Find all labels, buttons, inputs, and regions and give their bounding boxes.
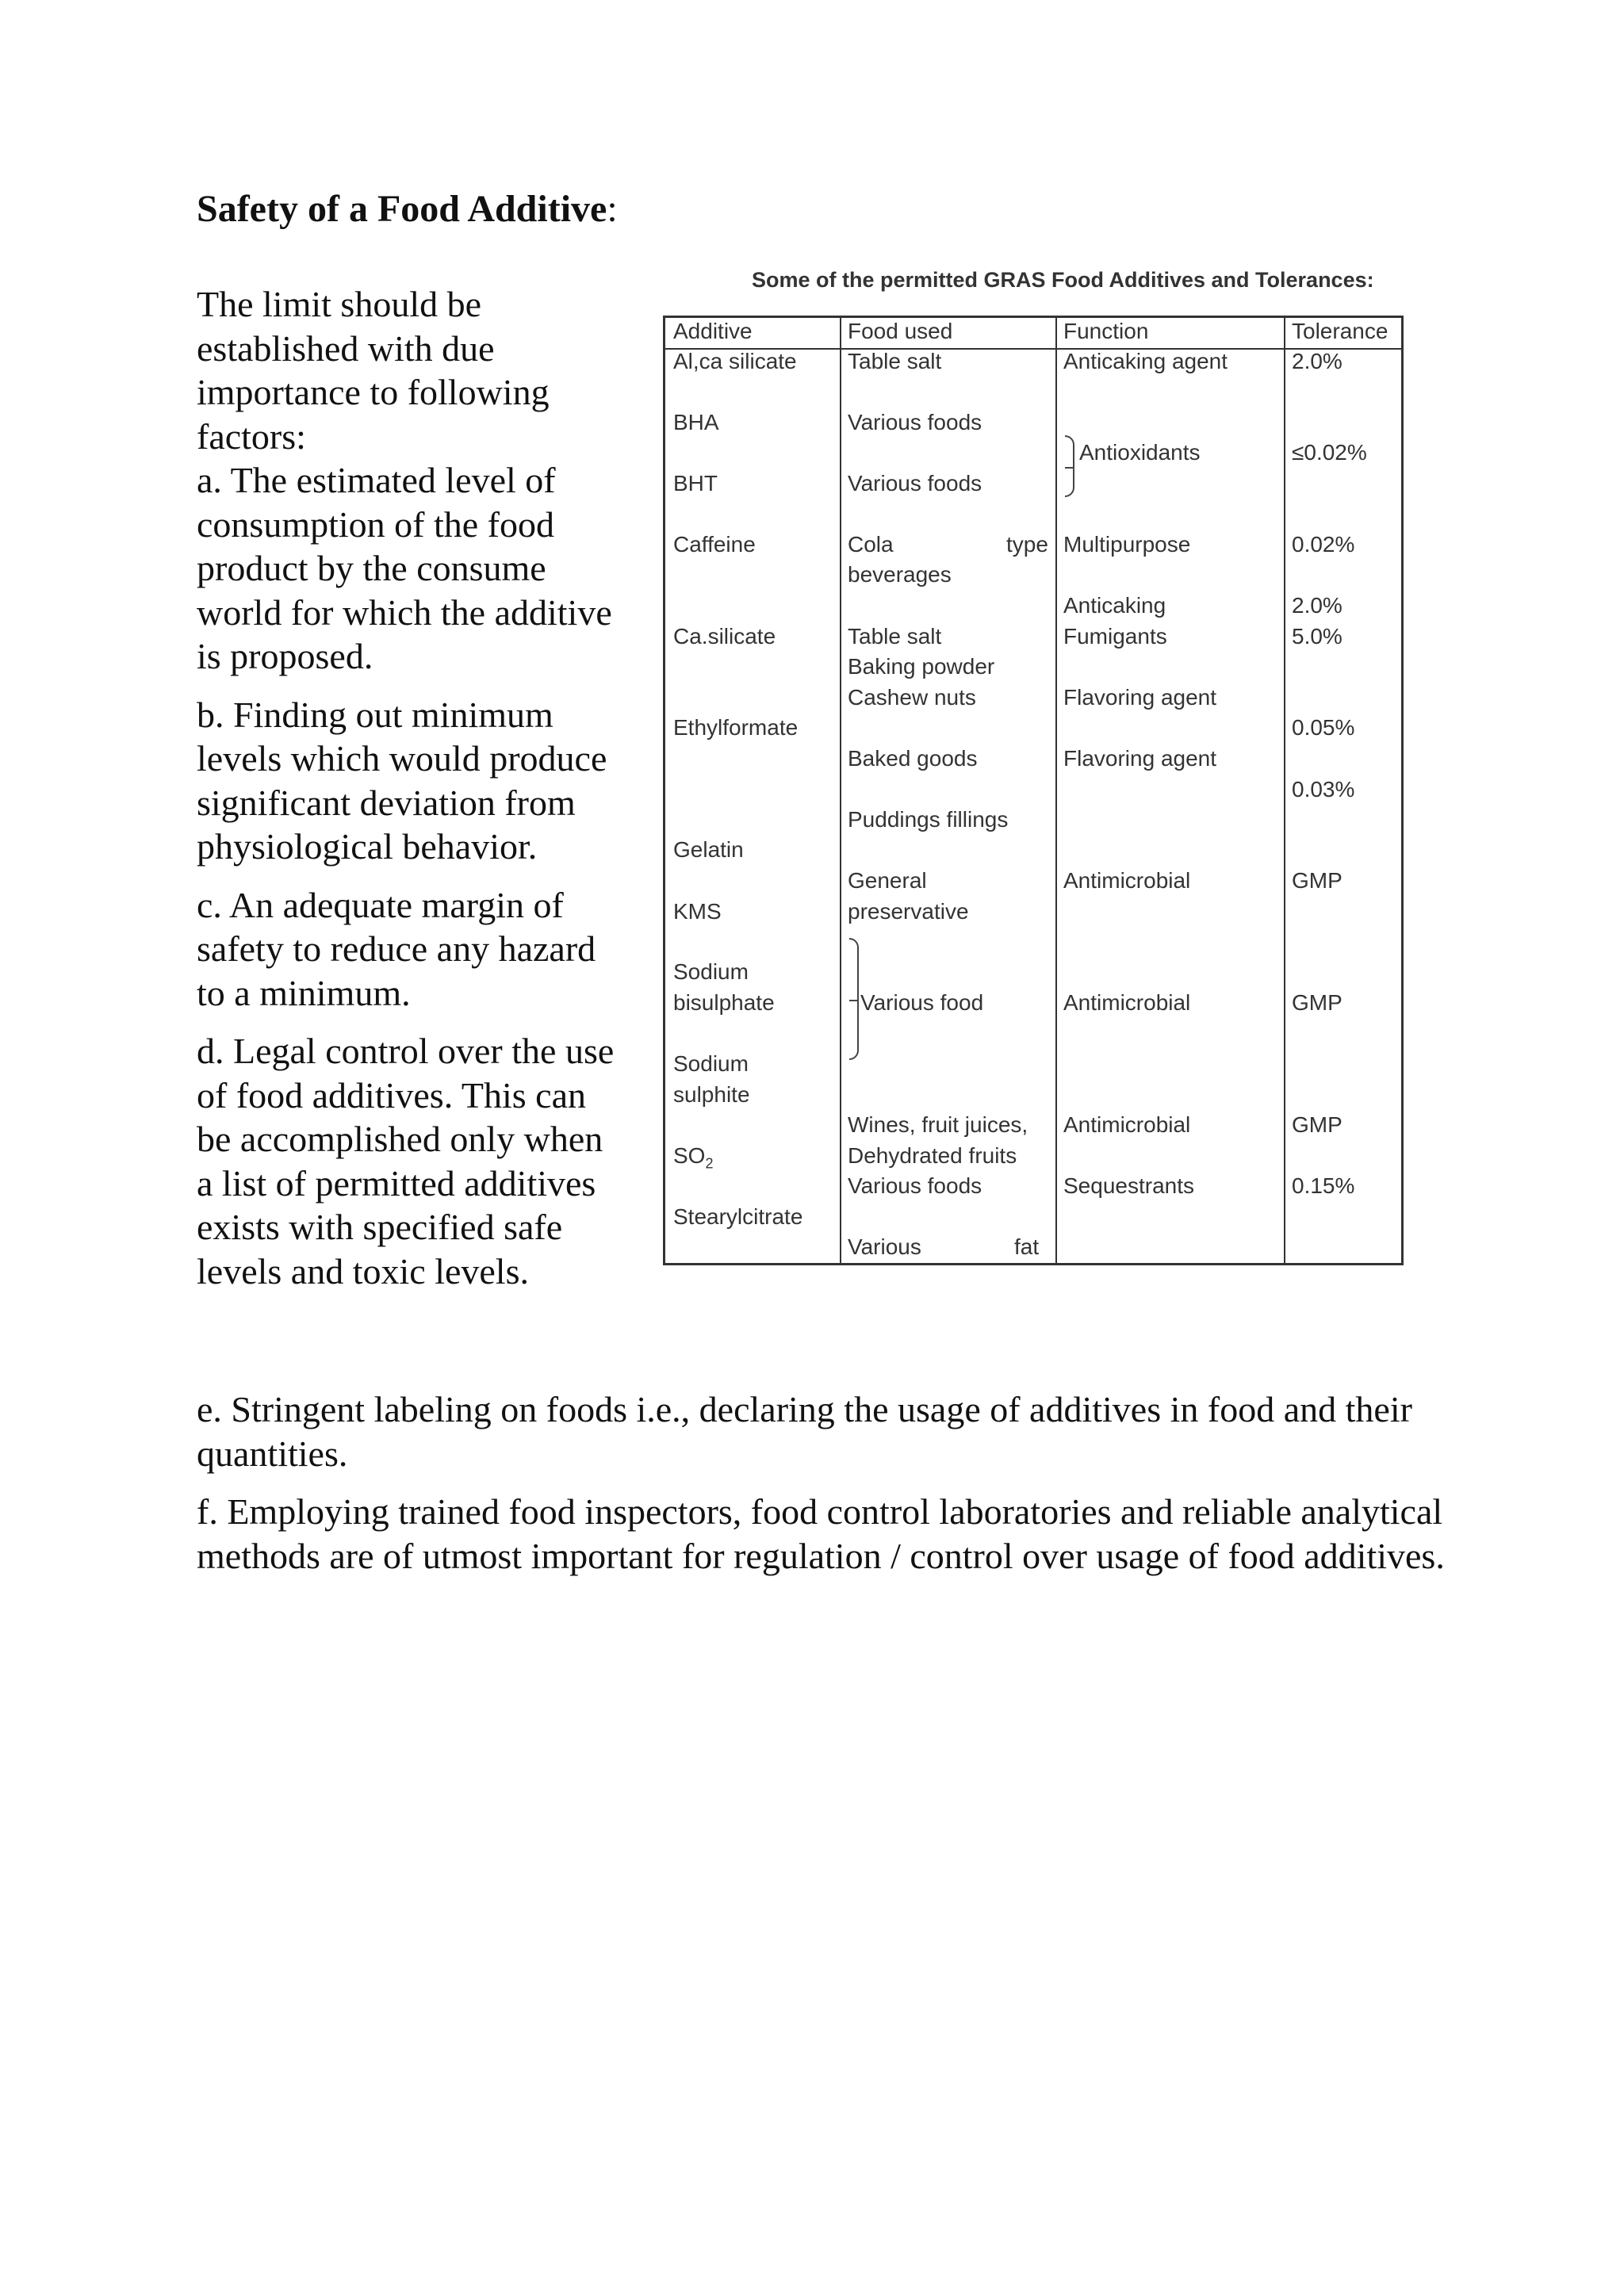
table-caption: Some of the permitted GRAS Food Additives and Tolerances: bbox=[752, 268, 1374, 292]
tolerance-cell: 0.15% bbox=[1292, 1173, 1355, 1198]
tolerance-cell: GMP bbox=[1292, 868, 1342, 893]
column-divider bbox=[1055, 318, 1057, 1263]
food-used-cell: Various foods bbox=[848, 410, 982, 434]
factor-c: c. An adequate margin of safety to reduce any hazard to a minimum. bbox=[197, 884, 596, 1013]
header-food-used: Food used bbox=[848, 319, 953, 343]
function-cell: Sequestrants bbox=[1063, 1173, 1194, 1198]
function-cell: Multipurpose bbox=[1063, 532, 1191, 557]
so2-subscript: 2 bbox=[705, 1155, 714, 1172]
food-used-cell: Various foods bbox=[848, 1173, 982, 1198]
tolerance-cell: 0.05% bbox=[1292, 715, 1355, 740]
additive-cell: BHT bbox=[673, 471, 718, 496]
additive-cell: Al,ca silicate bbox=[673, 349, 797, 373]
tolerance-cell: 0.03% bbox=[1292, 777, 1355, 802]
factor-b: b. Finding out minimum levels which would produce significant deviation from physiological behavior. bbox=[197, 694, 607, 867]
food-used-cell: Cashew nuts bbox=[848, 685, 976, 710]
column-divider bbox=[1284, 318, 1285, 1263]
additives-table bbox=[663, 316, 1404, 1265]
food-used-cell: beverages bbox=[848, 562, 952, 587]
food-used-cell: preservative bbox=[848, 899, 969, 924]
header-tolerance: Tolerance bbox=[1292, 319, 1388, 343]
page-title-bold: Safety of a Food Additive bbox=[197, 188, 607, 230]
brace-top bbox=[1065, 435, 1074, 469]
additive-cell: Ethylformate bbox=[673, 715, 799, 740]
function-cell: Antimicrobial bbox=[1063, 868, 1191, 893]
tolerance-cell: 5.0% bbox=[1292, 624, 1342, 649]
function-cell: Anticaking bbox=[1063, 593, 1166, 618]
function-cell: Fumigants bbox=[1063, 624, 1167, 649]
function-cell: Antioxidants bbox=[1079, 440, 1201, 465]
food-used-cell: Baking powder bbox=[848, 654, 995, 679]
tolerance-cell: 2.0% bbox=[1292, 593, 1342, 618]
factor-d: d. Legal control over the use of food additives. This can be accomplished only when a list of permitted additives exists with specified safe levels and toxic levels. bbox=[197, 1031, 615, 1292]
column-divider bbox=[840, 318, 841, 1263]
header-additive: Additive bbox=[673, 319, 753, 343]
food-used-cell: Table salt bbox=[848, 349, 942, 373]
food-used-cell: General bbox=[848, 868, 927, 893]
additive-cell: Sodium bbox=[673, 959, 749, 984]
food-used-cell: Wines, fruit juices, bbox=[848, 1112, 1028, 1137]
function-cell: Flavoring agent bbox=[1063, 746, 1217, 771]
food-used-cell: Dehydrated fruits bbox=[848, 1143, 1017, 1168]
tolerance-cell: 0.02% bbox=[1292, 532, 1355, 557]
additive-cell: Stearylcitrate bbox=[673, 1204, 803, 1229]
page-title bbox=[197, 187, 618, 231]
function-cell: Antimicrobial bbox=[1063, 990, 1191, 1015]
additive-cell: Sodium bbox=[673, 1051, 749, 1076]
food-used-cell: type bbox=[1006, 532, 1048, 557]
factor-f: f. Employing trained food inspectors, food control laboratories and reliable analytical methods are of utmost important for regulation / control over usage of food additives. bbox=[197, 1491, 1445, 1576]
food-used-cell: Various foods bbox=[848, 471, 982, 496]
so2-text: SO bbox=[673, 1143, 706, 1168]
additive-cell: BHA bbox=[673, 410, 719, 434]
tolerance-cell: GMP bbox=[1292, 1112, 1342, 1137]
food-used-cell: Various bbox=[848, 1234, 921, 1259]
food-used-cell: Cola bbox=[848, 532, 894, 557]
additive-cell: sulphite bbox=[673, 1082, 750, 1107]
tolerance-cell: 2.0% bbox=[1292, 349, 1342, 373]
function-cell: Anticaking agent bbox=[1063, 349, 1228, 373]
brace-top bbox=[849, 938, 859, 1001]
factors-list bbox=[197, 282, 625, 1307]
food-used-cell: Puddings fillings bbox=[848, 807, 1009, 832]
additive-cell: Caffeine bbox=[673, 532, 756, 557]
factor-e: e. Stringent labeling on foods i.e., declaring the usage of additives in food and their quantities. bbox=[197, 1389, 1412, 1474]
factor-intro-a: The limit should be established with due importance to following factors: a. The estimated level of consumption of the food product by the consume world for which the additive is proposed. bbox=[197, 284, 612, 676]
additive-cell: KMS bbox=[673, 899, 722, 924]
brace-bottom bbox=[849, 998, 859, 1060]
function-cell: Flavoring agent bbox=[1063, 685, 1217, 710]
factors-list-continued bbox=[197, 1387, 1450, 1592]
additive-cell: Ca.silicate bbox=[673, 624, 776, 649]
additive-cell: bisulphate bbox=[673, 990, 775, 1015]
page-title-colon: : bbox=[607, 188, 618, 230]
food-used-cell: Table salt bbox=[848, 624, 942, 649]
function-cell: Antimicrobial bbox=[1063, 1112, 1191, 1137]
additive-cell: Gelatin bbox=[673, 837, 744, 862]
food-used-cell: Baked goods bbox=[848, 746, 978, 771]
header-function: Function bbox=[1063, 319, 1149, 343]
tolerance-cell: GMP bbox=[1292, 990, 1342, 1015]
additive-cell-so2 bbox=[673, 1141, 713, 1179]
food-used-cell: Various food bbox=[860, 990, 984, 1015]
tolerance-cell: ≤0.02% bbox=[1292, 440, 1367, 465]
food-used-cell: fat bbox=[1014, 1234, 1040, 1259]
brace-bottom bbox=[1065, 465, 1074, 497]
